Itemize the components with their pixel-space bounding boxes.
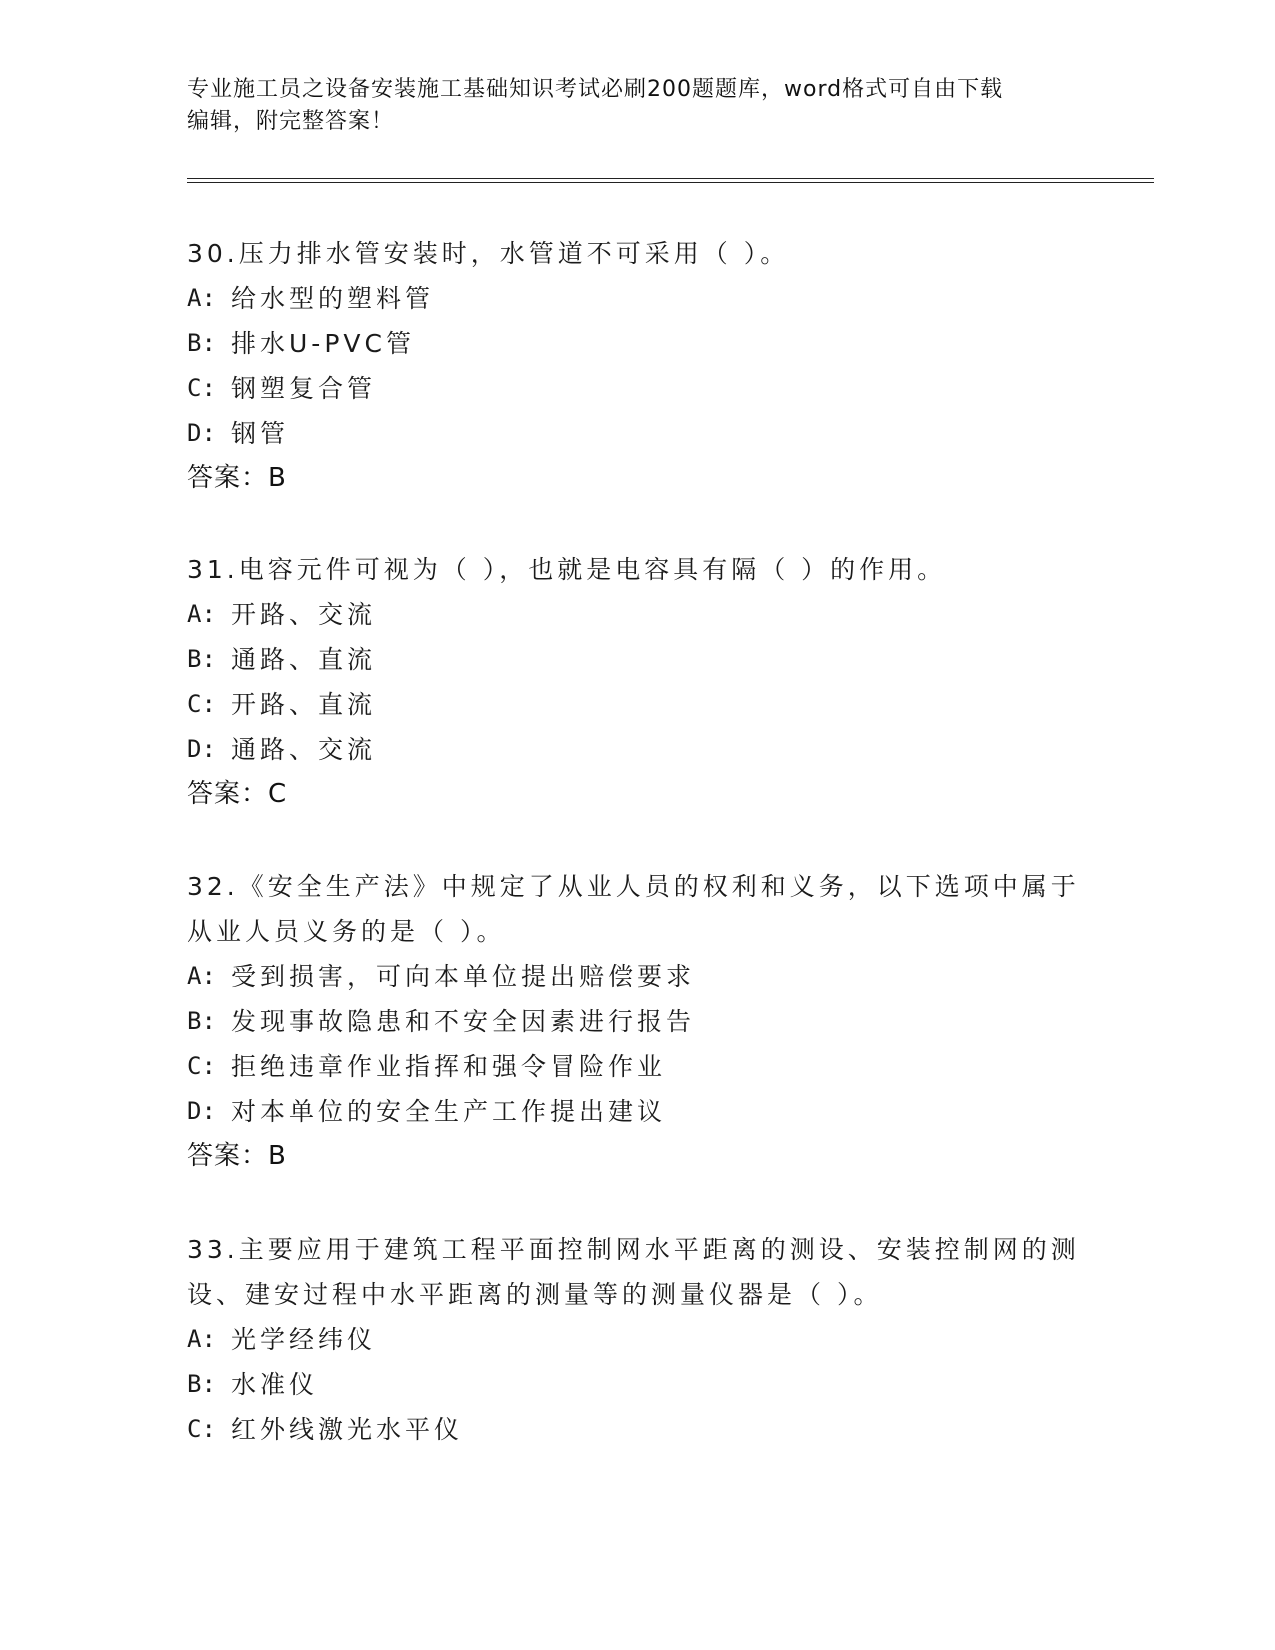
option-text: 发现事故隐患和不安全因素进行报告 — [231, 1007, 696, 1036]
question-stem-line-1: 33.主要应用于建筑工程平面控制网水平距离的测设、安装控制网的测 — [187, 1235, 1080, 1264]
option-text: 排水U-PVC管 — [231, 329, 415, 358]
option-key: D: — [187, 1097, 216, 1125]
option-c — [187, 682, 1087, 727]
option-text: 光学经纬仪 — [231, 1325, 377, 1354]
question-32 — [187, 864, 1087, 1179]
option-text: 钢塑复合管 — [231, 374, 377, 403]
option-b — [187, 999, 1087, 1044]
question-stem-line-1: 32.《安全生产法》中规定了从业人员的权利和义务，以下选项中属于 — [187, 872, 1080, 901]
option-key: C: — [187, 1052, 216, 1080]
option-text: 对本单位的安全生产工作提出建议 — [231, 1097, 667, 1126]
option-key: A: — [187, 962, 216, 990]
header-line-1: 专业施工员之设备安装施工基础知识考试必刷200题题库，word格式可自由下载 — [187, 77, 1004, 102]
header-divider — [187, 178, 1154, 183]
option-c — [187, 366, 1087, 411]
option-text: 钢管 — [231, 419, 290, 448]
option-key: B: — [187, 1370, 216, 1398]
option-key: C: — [187, 1415, 216, 1443]
option-key: B: — [187, 329, 216, 357]
option-key: D: — [187, 735, 216, 763]
option-c — [187, 1407, 1087, 1452]
option-key: B: — [187, 645, 216, 673]
option-key: B: — [187, 1007, 216, 1035]
option-text: 受到损害，可向本单位提出赔偿要求 — [231, 962, 696, 991]
option-b — [187, 1362, 1087, 1407]
question-stem: 31.电容元件可视为（ ），也就是电容具有隔（ ）的作用。 — [187, 555, 947, 584]
option-key: A: — [187, 600, 216, 628]
option-a — [187, 954, 1087, 999]
option-text: 红外线激光水平仪 — [231, 1415, 464, 1444]
question-30 — [187, 231, 1087, 501]
question-stem-line-2: 设、建安过程中水平距离的测量等的测量仪器是（ ）。 — [187, 1280, 883, 1309]
question-33 — [187, 1227, 1087, 1452]
option-text: 通路、直流 — [231, 645, 377, 674]
option-c — [187, 1044, 1087, 1089]
question-stem-line-2: 从业人员义务的是（ ）。 — [187, 917, 506, 946]
option-a — [187, 592, 1087, 637]
document-header — [187, 74, 1087, 138]
option-text: 水准仪 — [231, 1370, 319, 1399]
option-a — [187, 1317, 1087, 1362]
question-31 — [187, 547, 1087, 817]
header-line-2: 编辑，附完整答案！ — [187, 109, 395, 134]
option-d — [187, 411, 1087, 456]
option-key: C: — [187, 690, 216, 718]
answer-line: 答案：B — [187, 463, 287, 493]
option-text: 拒绝违章作业指挥和强令冒险作业 — [231, 1052, 667, 1081]
option-key: D: — [187, 419, 216, 447]
option-a — [187, 276, 1087, 321]
option-text: 给水型的塑料管 — [231, 284, 435, 313]
option-key: A: — [187, 1325, 216, 1353]
option-d — [187, 727, 1087, 772]
option-d — [187, 1089, 1087, 1134]
option-text: 通路、交流 — [231, 735, 377, 764]
option-key: A: — [187, 284, 216, 312]
answer-line: 答案：B — [187, 1141, 287, 1171]
question-stem: 30.压力排水管安装时，水管道不可采用（ ）。 — [187, 239, 790, 268]
answer-line: 答案：C — [187, 779, 288, 809]
option-b — [187, 637, 1087, 682]
option-key: C: — [187, 374, 216, 402]
option-text: 开路、直流 — [231, 690, 377, 719]
option-b — [187, 321, 1087, 366]
option-text: 开路、交流 — [231, 600, 377, 629]
